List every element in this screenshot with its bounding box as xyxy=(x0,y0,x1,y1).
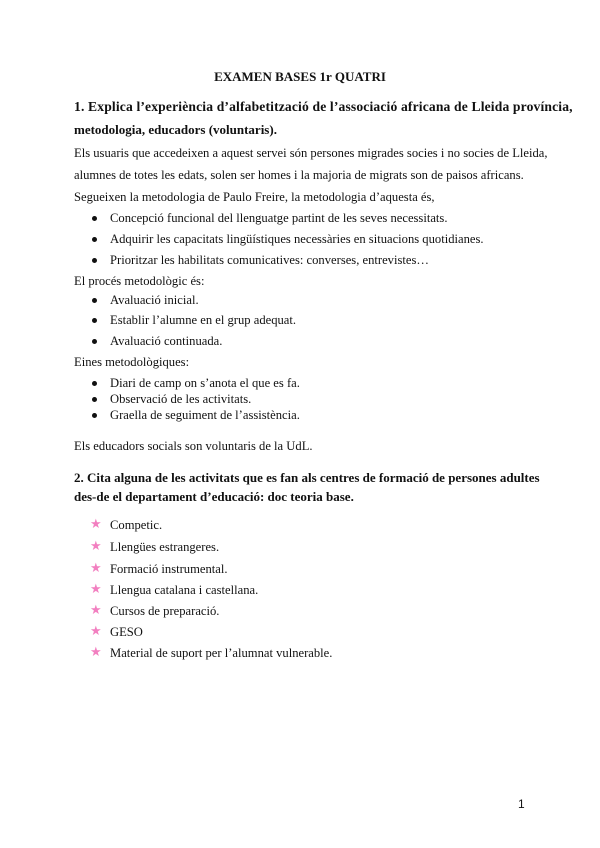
list-item: Avaluació continuada. xyxy=(110,334,223,348)
list-item-text: Llengües estrangeres. xyxy=(110,540,220,554)
star-icon: ★ xyxy=(90,623,102,638)
tools-label: Eines metodològiques: xyxy=(74,355,190,369)
list-item: Adquirir les capacitats lingüístiques necessàries en situacions quotidianes. xyxy=(110,232,484,246)
list-item xyxy=(90,516,163,533)
list-item: Observació de les activitats. xyxy=(110,392,252,406)
list-item xyxy=(90,560,228,577)
list-item: Avaluació inicial. xyxy=(110,293,199,307)
list-item-text: Cursos de preparació. xyxy=(110,604,220,618)
question-2-heading: des-de el departament d’educació: doc teoria base. xyxy=(74,489,354,504)
list-item xyxy=(90,623,143,640)
list-item xyxy=(90,538,220,555)
educators-paragraph: Els educadors socials son voluntaris de la UdL. xyxy=(74,439,313,453)
list-item xyxy=(90,581,259,598)
list-item xyxy=(90,602,220,619)
list-item: Diari de camp on s’anota el que es fa. xyxy=(110,376,300,390)
list-item-text: GESO xyxy=(110,625,143,639)
list-item: Concepció funcional del llenguatge partint de les seves necessitats. xyxy=(110,211,448,225)
star-icon: ★ xyxy=(90,516,102,531)
list-item: Graella de seguiment de l’assistència. xyxy=(110,408,300,422)
star-icon: ★ xyxy=(90,581,102,596)
list-item-text: Llengua catalana i castellana. xyxy=(110,583,259,597)
paragraph-line: Segueixen la metodologia de Paulo Freire, la metodologia d’aquesta és, xyxy=(74,190,435,204)
paragraph-line: Els usuaris que accedeixen a aquest servei són persones migrades socies i no socies de Lleida, xyxy=(74,146,548,160)
list-item-text: Formació instrumental. xyxy=(110,562,228,576)
list-item: Establir l’alumne en el grup adequat. xyxy=(110,313,297,327)
list-item-text: Competic. xyxy=(110,518,163,532)
question-1-heading: 1. Explica l’experiència d’alfabetització de l’associació africana de Lleida província, xyxy=(74,99,573,114)
page-number: 1 xyxy=(518,797,525,811)
list-item xyxy=(90,644,333,661)
paragraph-line: alumnes de totes les edats, solen ser homes i la majoria de migrats son de paisos africans. xyxy=(74,168,524,182)
list-item: Prioritzar les habilitats comunicatives: converses, entrevistes… xyxy=(110,253,429,267)
question-1-heading: metodologia, educadors (voluntaris). xyxy=(74,122,277,137)
star-icon: ★ xyxy=(90,602,102,617)
document-title: EXAMEN BASES 1r QUATRI xyxy=(214,69,386,84)
star-icon: ★ xyxy=(90,644,102,659)
star-icon: ★ xyxy=(90,538,102,553)
question-2-heading: 2. Cita alguna de les activitats que es fan als centres de formació de persones adultes xyxy=(74,470,540,485)
process-label: El procés metodològic és: xyxy=(74,274,205,288)
star-icon: ★ xyxy=(90,560,102,575)
list-item-text: Material de suport per l’alumnat vulnerable. xyxy=(110,646,333,660)
